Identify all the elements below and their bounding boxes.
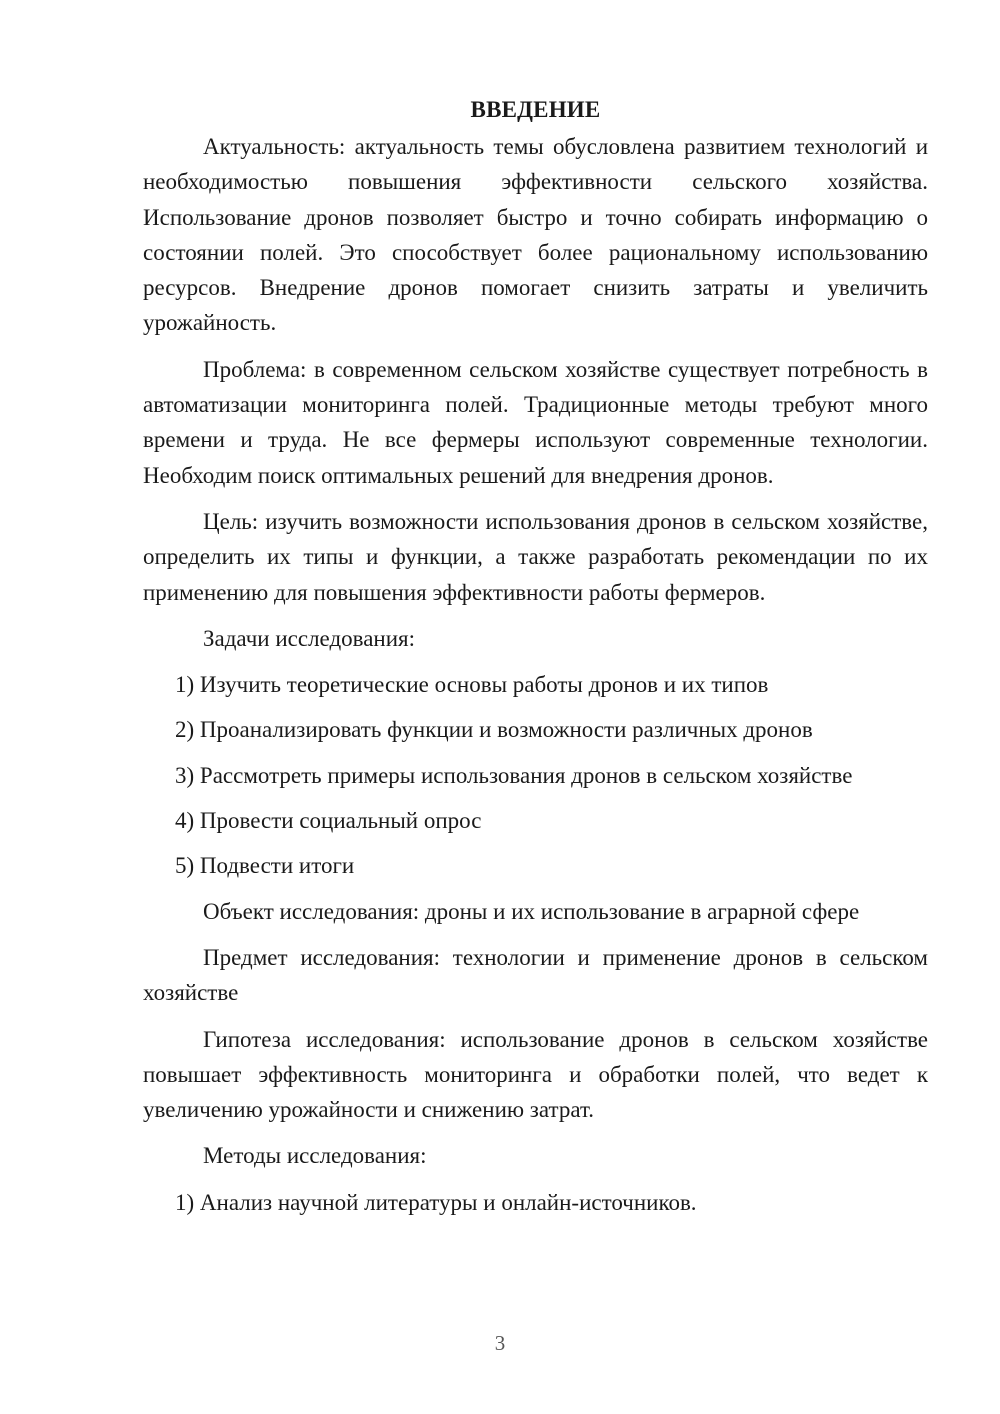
- hypothesis-paragraph: Гипотеза исследования: использование дронов в сельском хозяйстве повышает эффективность мониторинга и обработки полей, что ведет к увеличению урожайности и снижению затрат.: [143, 1026, 928, 1123]
- problem-paragraph: Проблема: в современном сельском хозяйстве существует потребность в автоматизации мониторинга полей. Традиционные методы требуют много времени и труда. Не все фермеры используют современные технологии. Необходим поиск оптимальных решений для внедрения дронов.: [143, 356, 928, 488]
- methods-heading: Методы исследования:: [203, 1143, 427, 1169]
- task-item-4: 4) Провести социальный опрос: [175, 808, 482, 834]
- task-item-5: 5) Подвести итоги: [175, 853, 355, 879]
- method-item-1: 1) Анализ научной литературы и онлайн-источников.: [175, 1189, 697, 1215]
- task-item-2: 2) Проанализировать функции и возможности различных дронов: [175, 717, 813, 743]
- tasks-heading: Задачи исследования:: [203, 625, 416, 651]
- object-paragraph: Объект исследования: дроны и их использование в аграрной сфере: [203, 898, 860, 924]
- task-item-1: 1) Изучить теоретические основы работы дронов и их типов: [175, 672, 769, 698]
- subject-paragraph: Предмет исследования: технологии и применение дронов в сельском хозяйстве: [143, 944, 928, 1006]
- page-content: [143, 92, 928, 1230]
- relevance-paragraph: Актуальность: актуальность темы обусловлена развитием технологий и необходимостью повышения эффективности сельского хозяйства. Использование дронов позволяет быстро и точно собирать информацию о состоянии полей. Это способствует более рациональному использованию ресурсов. Внедрение дронов помогает снизить затраты и увеличить урожайность.: [143, 134, 928, 336]
- page-number: 3: [494, 1331, 506, 1355]
- section-title: ВВЕДЕНИЕ: [470, 97, 601, 122]
- goal-paragraph: Цель: изучить возможности использования дронов в сельском хозяйстве, определить их типы и функции, а также разработать рекомендации по их применению для повышения эффективности работы фермеров.: [143, 508, 928, 605]
- task-item-3: 3) Рассмотреть примеры использования дронов в сельском хозяйстве: [175, 762, 853, 788]
